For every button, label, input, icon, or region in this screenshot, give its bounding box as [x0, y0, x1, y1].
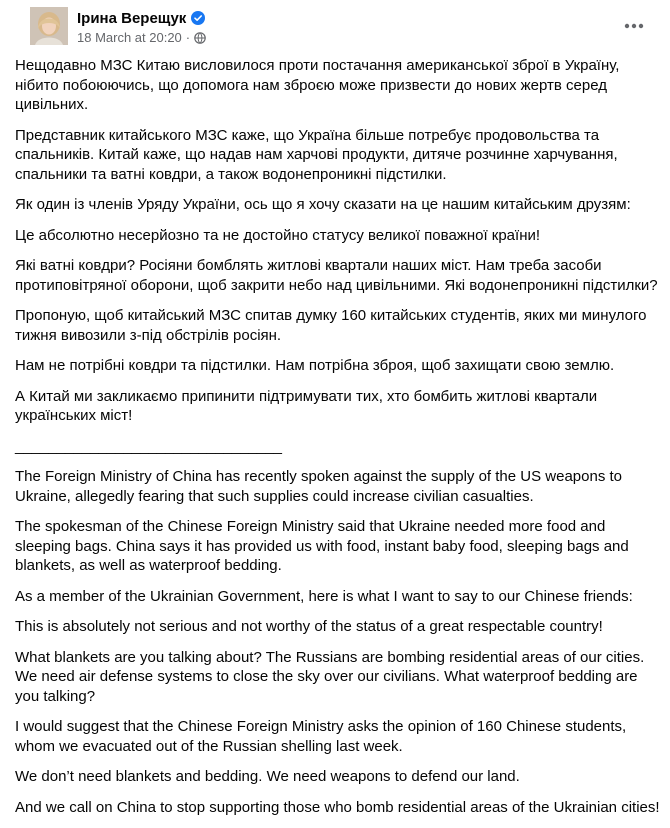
- post-paragraph: This is absolutely not serious and not worthy of the status of a great respectable country!: [15, 618, 603, 635]
- post-paragraph: А Китай ми закликаємо припинити підтримувати тих, хто бомбить житлові квартали українських міст!: [15, 387, 598, 424]
- verified-badge-icon: [191, 11, 205, 25]
- text-divider: ________________________________: [15, 437, 282, 455]
- author-name[interactable]: Ірина Верещук: [77, 9, 187, 27]
- more-horizontal-icon: [624, 23, 644, 29]
- avatar-image: [30, 7, 68, 45]
- post-body: [15, 56, 665, 828]
- post-paragraph: Як один із членів Уряду України, ось що я хочу сказати на це нашим китайським друзям:: [15, 196, 631, 213]
- post-paragraph: Які ватні ковдри? Росіяни бомблять житлові квартали наших міст. Нам треба засоби протиповітряної оборони, щоб закрити небо над цивільними. Які водонепроникні підстилки?: [15, 257, 658, 294]
- post-paragraph: Нещодавно МЗС Китаю висловилося проти постачання американської зброї в Україну, нібито побоюючись, що допомога нам зброєю може призвести до нових жертв серед цивільних.: [15, 57, 620, 113]
- post-paragraph: I would suggest that the Chinese Foreign Ministry asks the opinion of 160 Chinese students, whom we evacuated out of the Russian shelling last week.: [15, 718, 627, 755]
- post-timestamp[interactable]: 18 March at 20:20: [77, 30, 182, 45]
- post-paragraph: Представник китайського МЗС каже, що Україна більше потребує продовольства та спальників. Китай каже, що надав нам харчові продукти, дитяче розчинне харчування, спальники та ватні ковдри, а також водонепроникні підстилки.: [15, 126, 618, 183]
- post-paragraph: Пропоную, щоб китайський МЗС спитав думку 160 китайських студентів, яких ми минулого тижня вивозили з-під обстрілів росіян.: [15, 307, 647, 344]
- post-paragraph: As a member of the Ukrainian Government, here is what I want to say to our Chinese friends:: [15, 587, 633, 605]
- separator-dot: ·: [185, 30, 191, 45]
- post-paragraph: Нам не потрібні ковдри та підстилки. Нам потрібна зброя, щоб захищати свою землю.: [15, 357, 615, 374]
- post-subline: [77, 30, 206, 45]
- post-paragraph: The spokesman of the Chinese Foreign Ministry said that Ukraine needed more food and sleeping bags. China says it has provided us with food, instant baby food, sleeping bags and blankets, as well as waterproof bedding.: [15, 518, 629, 574]
- post-paragraph: And we call on China to stop supporting those who bomb residential areas of the Ukrainian cities!: [15, 798, 660, 816]
- post-paragraph: We don’t need blankets and bedding. We need weapons to defend our land.: [15, 768, 520, 785]
- globe-icon[interactable]: [194, 32, 206, 44]
- post-header: [15, 0, 660, 50]
- post-paragraph: What blankets are you talking about? The Russians are bombing residential areas of our cities. We need air defense systems to close the sky over our civilians. What waterproof bedding are you talking?: [15, 648, 645, 705]
- avatar[interactable]: [30, 7, 68, 45]
- post-meta: [77, 8, 206, 45]
- more-options-button[interactable]: [616, 8, 652, 44]
- post-paragraph: Це абсолютно несерйозно та не достойно статусу великої поважної країни!: [15, 226, 541, 244]
- author-row: [77, 8, 206, 28]
- post-paragraph: The Foreign Ministry of China has recently spoken against the supply of the US weapons to Ukraine, allegedly fearing that such supplies could increase civilian casualties.: [15, 468, 622, 505]
